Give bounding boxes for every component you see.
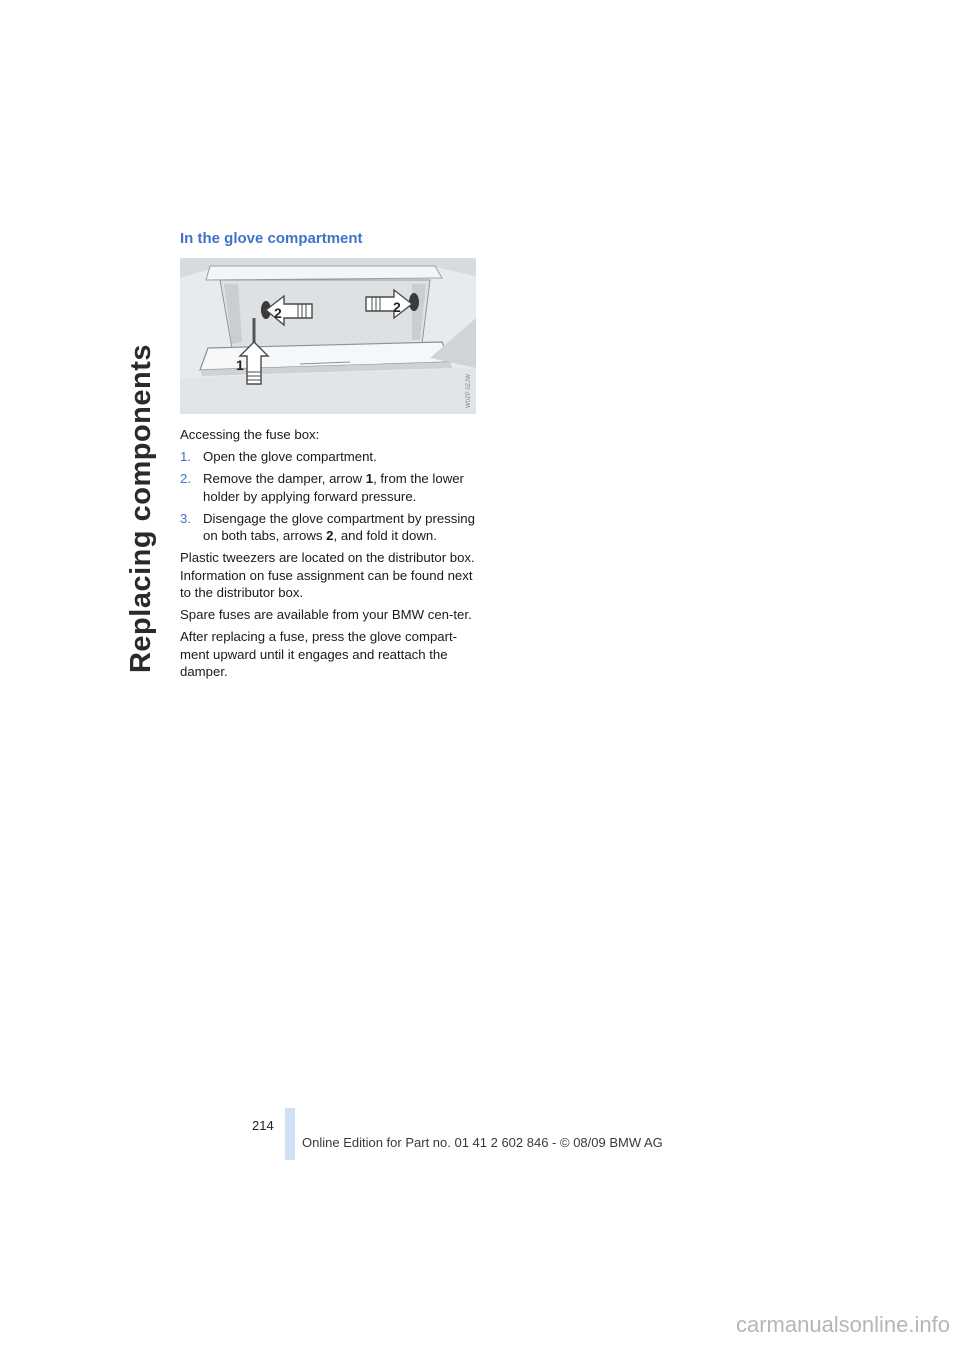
arrow-reference: 2 [326,528,334,543]
arrow-reference: 1 [365,471,374,486]
spare-fuses-text: Spare fuses are available from your BMW cen-ter. [180,607,472,622]
step-number: 3. [180,510,191,526]
step-item [180,470,480,505]
side-section-title-text: Replacing components [125,343,158,673]
after-replacing-text: After replacing a fuse, press the glove compart-ment upward until it engages and reattach the damper. [180,629,458,679]
step-text: Open the glove compartment. [203,449,377,464]
figure-image-code: W0ZP 0ZJW [466,374,472,408]
footer-accent-bar [285,1108,295,1160]
glove-compartment-illustration [180,258,476,414]
step-number: 1. [180,449,191,464]
intro-text: Accessing the fuse box: [180,427,320,442]
callout-2-left: 2 [274,305,282,321]
step-item [180,448,480,466]
page-number: 214 [252,1118,274,1133]
site-watermark: carmanualsonline.info [735,1312,950,1337]
instructions [180,426,480,685]
side-section-title [122,228,162,788]
step-text: Remove the damper, arrow 1, from the lower holder by applying forward pressure. [203,471,464,504]
step-text: Disengage the glove compartment by pressing on both tabs, arrows 2, and fold it down. [203,510,475,543]
section-heading: In the glove compartment [180,230,363,247]
tweezers-info: Plastic tweezers are located on the distributor box. Information on fuse assignment can be found next to the distributor box. [180,550,475,600]
edition-notice: Online Edition for Part no. 01 41 2 602 846 - © 08/09 BMW AG [302,1135,663,1150]
steps-list [180,448,480,545]
callout-1: 1 [236,357,244,373]
step-item [180,510,480,545]
step-number: 2. [180,471,191,486]
callout-2-right: 2 [393,299,401,315]
